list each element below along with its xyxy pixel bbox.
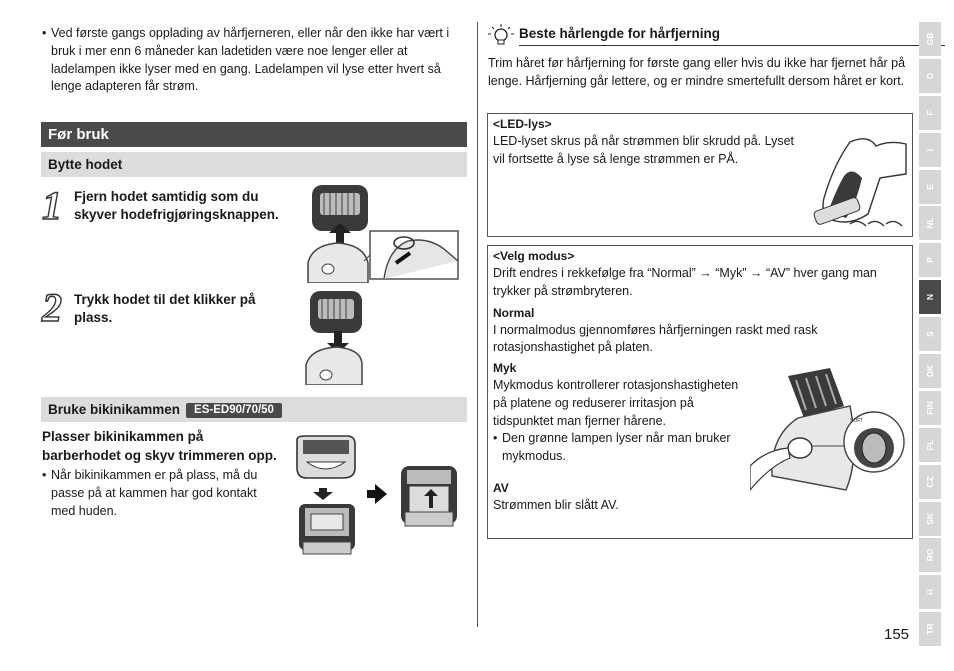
language-tab-label: GB xyxy=(924,32,935,46)
bikini-lead-text: Plasser bikinikammen på barberhodet og skyv trimmeren opp. xyxy=(42,429,277,463)
tip-body: Trim håret før hårfjerning for første gang eller hvis du ikke har fjernet hår på lenge. Hårfjerning går lettere, og er mindre smertefullt dersom håret er kort. xyxy=(488,56,906,88)
bullet-dot: • xyxy=(493,431,498,446)
bullet-dot: • xyxy=(42,468,47,483)
language-tab-dk[interactable] xyxy=(919,354,941,388)
bikini-instructions xyxy=(42,428,282,521)
model-badge: ES-ED90/70/50 xyxy=(186,403,282,418)
language-tab-pl[interactable] xyxy=(919,428,941,462)
language-tab-p[interactable] xyxy=(919,243,941,277)
normal-body: I normalmodus gjennomføres hårfjerningen raskt med rask rotasjonshastighet på platen. xyxy=(493,322,818,355)
language-tab-label: S xyxy=(924,331,935,337)
subheading-bikini-comb xyxy=(41,397,467,422)
language-tab-ro[interactable] xyxy=(919,538,941,572)
step-2-text: Trykk hodet til det klikker på plass. xyxy=(74,292,256,326)
tip-heading-text: Beste hårlengde for hårfjerning xyxy=(519,24,945,45)
bikini-bullet-text: Når bikinikammen er på plass, må du passe på at kammen har god kontakt med huden. xyxy=(51,468,258,518)
led-illustration xyxy=(810,134,910,232)
soft-mode-illustration xyxy=(750,366,910,492)
language-tab-label: P xyxy=(924,257,935,264)
step-1-text: Fjern hodet samtidig som du skyver hodefrigjøringsknappen. xyxy=(74,189,279,223)
lightbulb-icon xyxy=(487,24,515,46)
soft-bullet-text: Den grønne lampen lyser når man bruker mykmodus. xyxy=(502,431,731,464)
language-tab-tr[interactable] xyxy=(919,612,941,646)
step-2-number: 2 xyxy=(42,285,62,330)
led-box-title: <LED-lys> xyxy=(493,117,552,131)
language-tab-e[interactable] xyxy=(919,170,941,204)
bikini-comb-illustration xyxy=(293,434,468,556)
bullet-dot: • xyxy=(42,26,47,40)
mode-box-intro: Drift endres i rekkefølge fra “Normal” → “Myk” → “AV” hver gang man trykker på strømbryteren. xyxy=(493,266,877,298)
language-tab-label: H xyxy=(924,589,935,596)
attach-head-illustration xyxy=(304,289,364,385)
soft-title: Myk xyxy=(493,361,517,376)
language-tab-label: PL xyxy=(924,439,935,451)
language-tab-fin[interactable] xyxy=(919,391,941,425)
subheading-replace-head: Bytte hodet xyxy=(41,152,467,177)
language-tab-label: FIN xyxy=(924,401,935,415)
off-body: Strømmen blir slått AV. xyxy=(493,497,619,512)
step-1-number: 1 xyxy=(42,183,62,228)
language-tab-label: DK xyxy=(924,364,935,378)
language-tab-label: RO xyxy=(924,549,935,562)
page-number: 155 xyxy=(884,626,910,643)
language-tab-s[interactable] xyxy=(919,317,941,351)
language-tab-label: F xyxy=(924,110,935,116)
language-tab-d[interactable] xyxy=(919,59,941,93)
language-tab-nl[interactable] xyxy=(919,206,941,240)
language-tab-label: D xyxy=(924,72,935,79)
intro-note xyxy=(42,25,470,96)
language-tab-f[interactable] xyxy=(919,96,941,130)
language-tab-h[interactable] xyxy=(919,575,941,609)
normal-title: Normal xyxy=(493,305,535,320)
soft-label: SOFT xyxy=(850,418,864,424)
language-tab-label: NL xyxy=(924,217,935,230)
section-heading-before-use: Før bruk xyxy=(41,122,467,147)
language-tabs xyxy=(919,22,941,649)
bikini-heading-text: Bruke bikinikammen xyxy=(48,402,181,417)
intro-bullet-text: Ved første gangs opplading av hårfjerneren, eller når den ikke har vært i bruk i mer enn 6 måneder kan ladetiden være noe lenger eller at ladelampen ikke lyser med en gang. Ladelampen vil lyse etter hvert så lenge adapteren får strøm. xyxy=(51,26,450,94)
language-tab-label: N xyxy=(924,294,935,301)
language-tab-label: SK xyxy=(924,512,935,525)
language-tab-label: E xyxy=(924,183,935,190)
language-tab-gb[interactable] xyxy=(919,22,941,56)
column-divider xyxy=(477,22,478,627)
tip-heading xyxy=(487,24,945,46)
mode-box-title: <Velg modus> xyxy=(493,249,575,263)
remove-head-illustration xyxy=(304,183,472,283)
soft-body: Mykmodus kontrollerer rotasjonshastigheten på platene og reduserer irritasjon på tidspunktet man fjerner hårene. xyxy=(493,378,739,428)
language-tab-label: TR xyxy=(924,623,935,635)
language-tab-i[interactable] xyxy=(919,133,941,167)
led-box-body: LED-lyset skrus på når strømmen blir skrudd på. Lyset vil fortsette å lyse så lenge strømmen er PÅ. xyxy=(493,134,795,166)
language-tab-sk[interactable] xyxy=(919,502,941,536)
language-tab-label: I xyxy=(924,148,935,151)
language-tab-label: CZ xyxy=(924,476,935,488)
language-tab-cz[interactable] xyxy=(919,465,941,499)
language-tab-n[interactable] xyxy=(919,280,941,314)
off-title: AV xyxy=(493,480,509,495)
